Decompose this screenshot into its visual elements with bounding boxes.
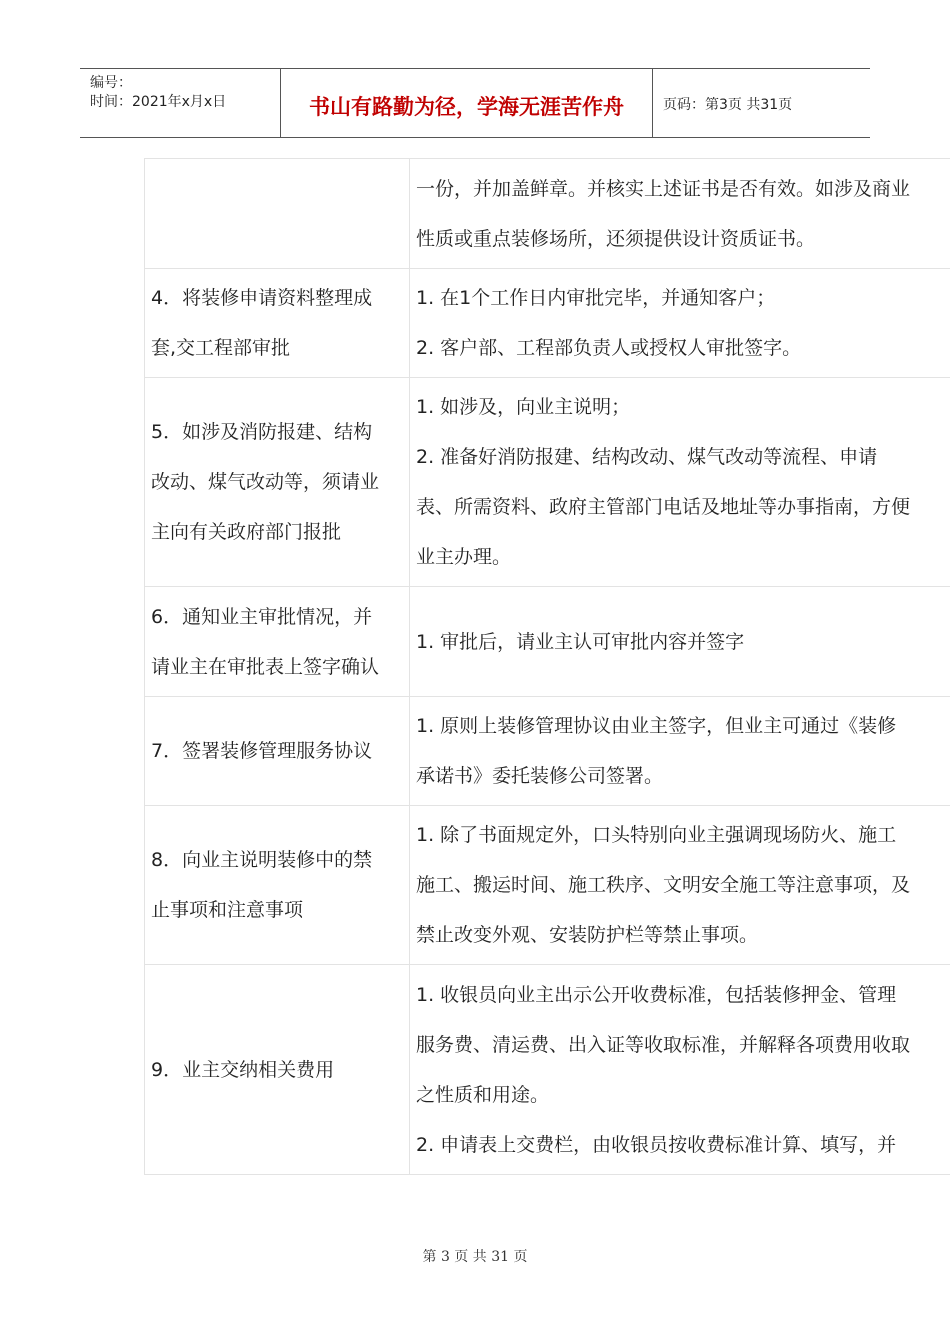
motto-text: 书山有路勤为径，学海无涯苦作舟 (309, 94, 624, 119)
step-text-line: 8．向业主说明装修中的禁 (151, 849, 373, 871)
detail-cell (410, 159, 950, 269)
procedure-table (144, 158, 950, 1175)
detail-cell (410, 269, 950, 378)
step-cell (145, 965, 410, 1175)
detail-cell (410, 806, 950, 965)
detail-text-line: 承诺书》委托装修公司签署。 (416, 765, 664, 787)
header-page-cell (653, 69, 870, 137)
detail-cell (410, 587, 950, 697)
detail-text-line: 服务费、清运费、出入证等收取标准，并解释各项费用收取 (416, 1033, 911, 1056)
procedure-table-body (145, 159, 950, 1175)
detail-text-line: 1. 审批后，请业主认可审批内容并签字 (416, 630, 745, 653)
detail-text-line: 1. 如涉及，向业主说明； (416, 396, 631, 418)
detail-cell (410, 697, 950, 806)
step-cell (145, 378, 410, 587)
detail-text-line: 2. 客户部、工程部负责人或授权人审批签字。 (416, 337, 802, 359)
detail-text-line: 2. 申请表上交费栏，由收银员按收费标准计算、填写，并 (416, 1133, 897, 1156)
step-cell (145, 269, 410, 378)
step-text-line: 9．业主交纳相关费用 (151, 1058, 335, 1081)
table-row (145, 159, 950, 269)
table-row (145, 269, 950, 378)
table-row (145, 806, 950, 965)
detail-text-line: 1. 在1个工作日内审批完毕，并通知客户； (416, 287, 776, 309)
detail-text-line: 施工、搬运时间、施工秩序、文明安全施工等注意事项，及 (416, 874, 911, 896)
step-text-line: 改动、煤气改动等，须请业 (151, 471, 380, 493)
step-text-line: 4．将装修申请资料整理成 (151, 287, 373, 309)
table-row (145, 697, 950, 806)
document-date: 时间：2021年x月x日 (90, 94, 227, 110)
header-motto-cell (281, 69, 653, 137)
detail-text-line: 性质或重点装修场所，还须提供设计资质证书。 (416, 227, 816, 250)
step-cell (145, 806, 410, 965)
page-code: 页码：第3页 共31页 (663, 97, 793, 113)
detail-text-line: 1. 原则上装修管理协议由业主签字，但业主可通过《装修 (416, 715, 897, 737)
step-text-line: 主向有关政府部门报批 (151, 521, 342, 543)
page-header (80, 68, 870, 138)
document-number: 编号： (90, 75, 132, 91)
step-text-line: 5．如涉及消防报建、结构 (151, 421, 373, 443)
table-row (145, 965, 950, 1175)
detail-text-line: 业主办理。 (416, 546, 512, 568)
step-text-line: 请业主在审批表上签字确认 (151, 655, 380, 678)
detail-cell (410, 965, 950, 1175)
detail-text-line: 之性质和用途。 (416, 1083, 550, 1106)
header-meta (80, 69, 281, 137)
detail-cell (410, 378, 950, 587)
detail-text-line: 一份，并加盖鲜章。并核实上述证书是否有效。如涉及商业 (416, 177, 911, 200)
table-row (145, 378, 950, 587)
step-text-line: 止事项和注意事项 (151, 899, 304, 921)
detail-text-line: 1. 除了书面规定外，口头特别向业主强调现场防火、施工 (416, 824, 897, 846)
step-text-line: 6．通知业主审批情况，并 (151, 605, 373, 628)
table-row (145, 587, 950, 697)
step-text-line: 7．签署装修管理服务协议 (151, 740, 373, 762)
detail-text-line: 禁止改变外观、安装防护栏等禁止事项。 (416, 924, 759, 946)
detail-text-line: 1. 收银员向业主出示公开收费标准，包括装修押金、管理 (416, 983, 897, 1006)
step-text-line: 套,交工程部审批 (151, 337, 291, 359)
step-cell (145, 159, 410, 269)
detail-text-line: 2. 准备好消防报建、结构改动、煤气改动等流程、申请 (416, 446, 878, 468)
page-footer: 第 3 页 共 31 页 (422, 1249, 528, 1265)
step-cell (145, 587, 410, 697)
detail-text-line: 表、所需资料、政府主管部门电话及地址等办事指南，方便 (416, 496, 911, 518)
step-cell (145, 697, 410, 806)
